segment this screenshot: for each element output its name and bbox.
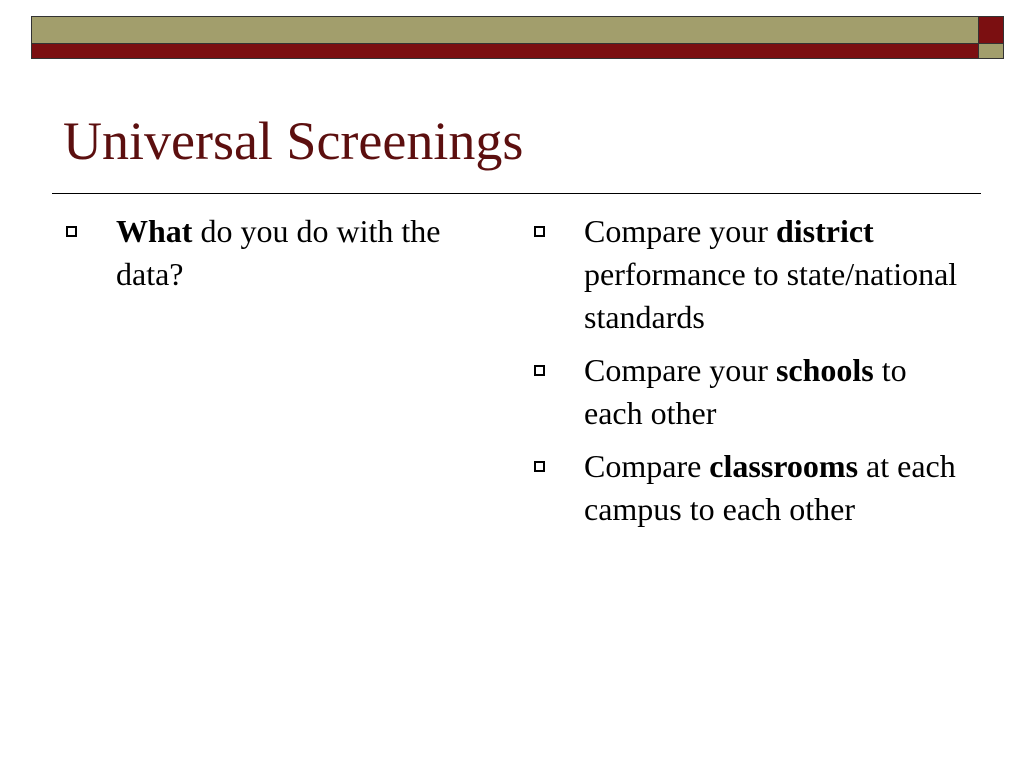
list-item <box>63 210 483 296</box>
list-item <box>531 445 971 531</box>
header-corner-square-maroon <box>978 16 1004 44</box>
bullet-bold-text: classrooms <box>709 448 859 484</box>
hollow-square-icon <box>66 226 77 237</box>
bullet-text: Compare your <box>584 213 776 249</box>
header-band-olive <box>31 16 979 44</box>
bullet-text: at each campus to each other <box>584 448 956 527</box>
right-bullet-list <box>531 210 971 541</box>
header-corner-square-olive <box>978 43 1004 59</box>
left-bullet-list <box>63 210 483 306</box>
hollow-square-icon <box>534 461 545 472</box>
list-item <box>531 349 971 435</box>
bullet-text: Compare your <box>584 352 776 388</box>
bullet-text: do you do with the data? <box>116 213 441 292</box>
list-item <box>531 210 971 339</box>
header-band-maroon <box>31 43 979 59</box>
bullet-bold-text: district <box>775 213 874 249</box>
bullet-text: to each other <box>584 352 907 431</box>
hollow-square-icon <box>534 226 545 237</box>
title-divider <box>52 193 981 194</box>
bullet-bold-text: What <box>116 213 193 249</box>
bullet-bold-text: schools <box>775 352 874 388</box>
bullet-text: Compare <box>584 448 710 484</box>
hollow-square-icon <box>534 365 545 376</box>
bullet-text: performance to state/national standards <box>584 256 958 335</box>
slide-title: Universal Screenings <box>63 111 524 171</box>
